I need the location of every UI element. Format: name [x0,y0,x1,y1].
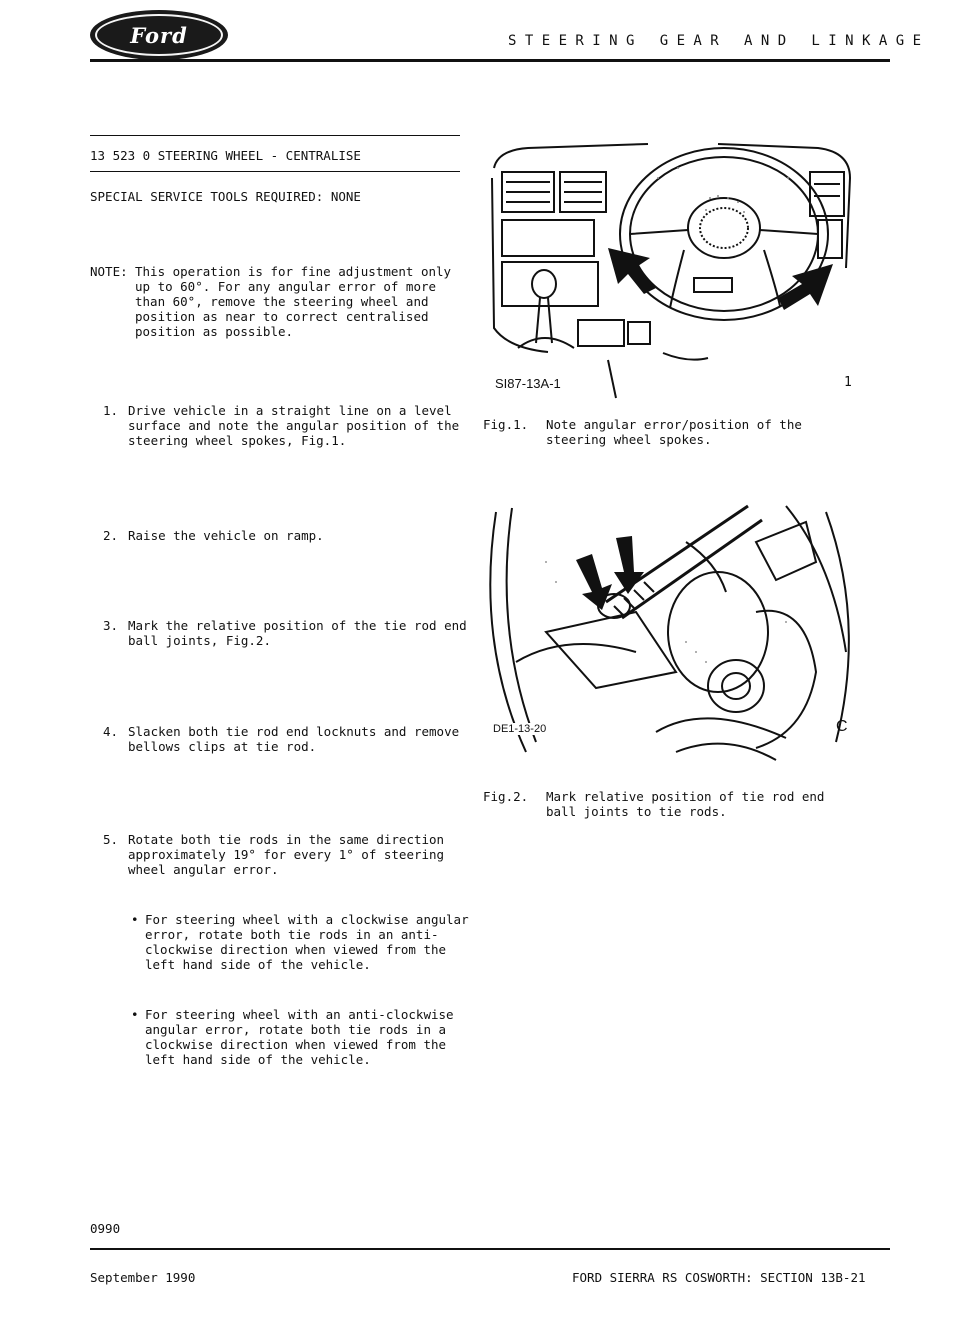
document-code: 0990 [90,1221,121,1236]
ford-logo [90,10,228,60]
ford-logo-text: Ford [130,22,188,48]
title-rule-bottom [90,171,460,172]
figure-1-illustration [488,138,860,400]
bullet-1-mark: • [131,912,139,927]
step-2-text: Raise the vehicle on ramp. [128,528,324,543]
special-tools-line: SPECIAL SERVICE TOOLS REQUIRED: NONE [90,189,361,204]
figure-2-caption: Mark relative position of tie rod end ball joints to tie rods. [546,789,825,819]
step-4-number: 4. [103,724,119,739]
step-5-text: Rotate both tie rods in the same direction approximately 19° for every 1° of steering wheel angular error. [128,832,445,877]
figure-1-caption-number: Fig.1. [483,417,529,432]
ford-logo-oval [95,14,223,56]
figure-1-reference-label: SI87-13A-1 [495,376,561,391]
step-5-number: 5. [103,832,119,847]
bullet-2-mark: • [131,1007,139,1022]
footer-date: September 1990 [90,1270,196,1285]
footer-rule [90,1248,890,1250]
footer-manual-section: FORD SIERRA RS COSWORTH: SECTION 13B-21 [572,1270,866,1285]
operation-title: 13 523 0 STEERING WHEEL - CENTRALISE [90,148,361,163]
note-text: This operation is for fine adjustment only up to 60°. For any angular error of more than 60°, remove the steering wheel and position as near to correct centralised position as possible. [135,264,452,339]
figure-2-reference-label: DE1-13-20 [493,723,547,735]
step-4-text: Slacken both tie rod end locknuts and remove bellows clips at tie rod. [128,724,460,754]
step-1-text: Drive vehicle in a straight line on a level surface and note the angular position of the steering wheel spokes, Fig.1. [128,403,460,448]
header-rule [90,59,890,62]
bullet-1-text: For steering wheel with a clockwise angular error, rotate both tie rods in an anti- clockwise direction when viewed from the left hand side of the vehicle. [145,912,469,972]
step-2-number: 2. [103,528,119,543]
figure-1-number-marker: 1 [844,375,852,390]
figure-1-drawing [488,138,860,400]
figure-2-illustration [486,502,862,766]
bullet-2-text: For steering wheel with an anti-clockwise angular error, rotate both tie rods in a clockwise direction when viewed from the left hand side of the vehicle. [145,1007,454,1067]
figure-1-caption: Note angular error/position of the steering wheel spokes. [546,417,802,447]
title-rule-top [90,135,460,136]
step-3-text: Mark the relative position of the tie rod end ball joints, Fig.2. [128,618,467,648]
figure-2-caption-number: Fig.2. [483,789,529,804]
figure-2-marker: C [836,718,848,735]
step-1-number: 1. [103,403,119,418]
section-title: S T E E R I N G G E A R A N D L I N K A G E [508,33,922,49]
step-3-number: 3. [103,618,119,633]
note-prefix: NOTE: [90,264,128,279]
